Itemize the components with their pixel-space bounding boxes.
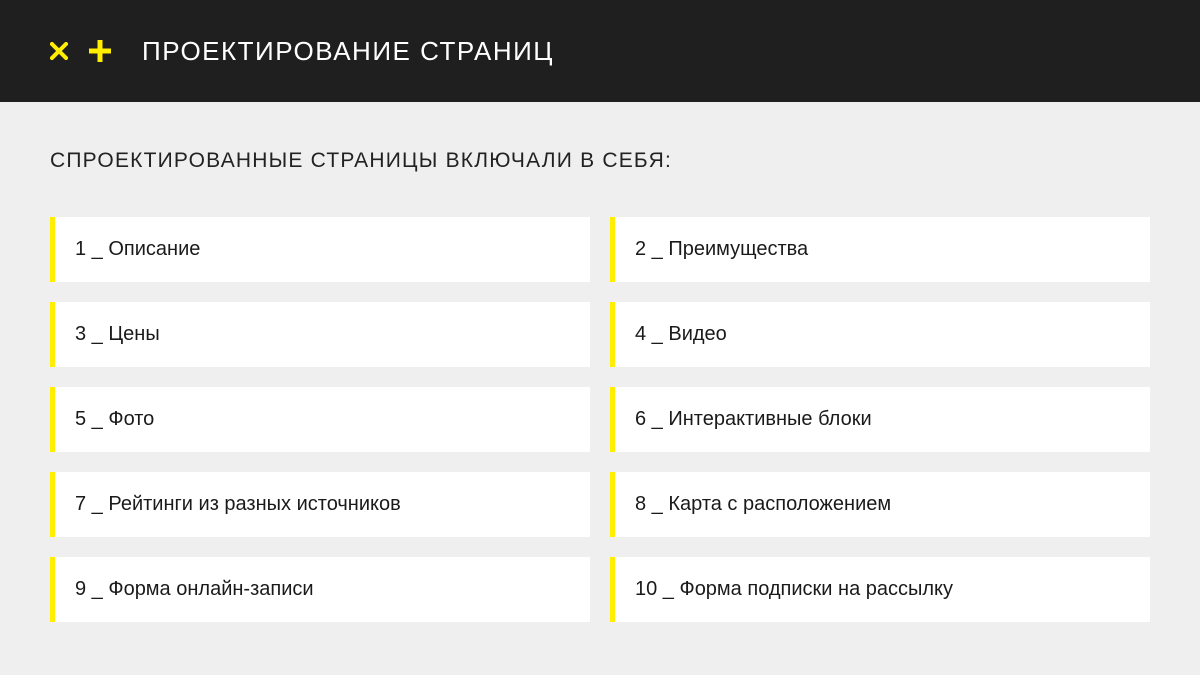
list-item-label: 8 _ Карта с расположением — [635, 493, 892, 515]
list-item-label: 2 _ Преимущества — [635, 238, 809, 260]
list-item — [50, 302, 590, 367]
list-item — [610, 217, 1150, 282]
list-item-label: 4 _ Видео — [635, 323, 727, 345]
x-icon — [50, 42, 68, 60]
list-item-label: 7 _ Рейтинги из разных источников — [75, 493, 401, 515]
list-item — [610, 557, 1150, 622]
list-item — [50, 557, 590, 622]
list-item — [610, 472, 1150, 537]
plus-icon — [88, 39, 112, 63]
section-subtitle: СПРОЕКТИРОВАННЫЕ СТРАНИЦЫ ВКЛЮЧАЛИ В СЕБЯ: — [50, 149, 673, 172]
list-item — [50, 472, 590, 537]
list-item-label: 9 _ Форма онлайн-записи — [75, 578, 314, 600]
list-item-label: 5 _ Фото — [75, 408, 155, 430]
list-item-label: 6 _ Интерактивные блоки — [635, 408, 872, 430]
list-item — [50, 217, 590, 282]
pages-list — [50, 217, 1150, 622]
list-item — [610, 387, 1150, 452]
list-item-label: 3 _ Цены — [75, 323, 160, 345]
list-item — [50, 387, 590, 452]
page-title: ПРОЕКТИРОВАНИЕ СТРАНИЦ — [142, 36, 555, 66]
list-item — [610, 302, 1150, 367]
list-item-label: 10 _ Форма подписки на рассылку — [635, 578, 954, 600]
header-bar — [0, 0, 1200, 102]
list-item-label: 1 _ Описание — [75, 238, 201, 260]
